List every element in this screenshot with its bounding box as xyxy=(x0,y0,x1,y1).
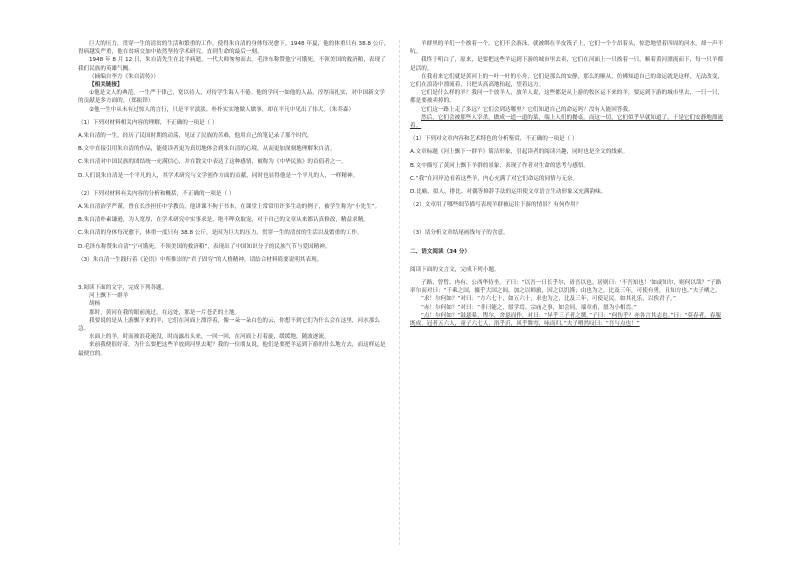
passage-question-1-option-b: B.文中描写了黄河上飘下羊群的景象，表现了作者对生命的思考与感悟。 xyxy=(410,162,590,169)
passage-underlined-ending: 然后，它们会被那些人宰杀，做成一道一道的菜，端上人们的餐桌。而这一切，它们似乎早就知道了，于是它们安静地漂流着。 xyxy=(410,114,724,130)
passage-paragraph-5: 羊群里的羊们一个挨着一个，它们不会游泳，就被绑在羊皮筏子上，它们一个个昂着头，惊恐地望着四周的河水，却一声不吭。 xyxy=(410,41,724,56)
question-2-option-b: B.朱自清朴素谦逊，为人宽厚，在学术研究中实事求是，绝不哗众取宠，对于自己的文章从来都认真修改，精益求精。 xyxy=(78,217,369,224)
question-1-stem: （1）下列对材料相关内容的理解，不正确的一项是（ ） xyxy=(78,119,218,126)
passage-paragraph-4: 来前我便很好奇，为什么要把这些羊放到河里去呢？我的一位朋友说，他们是要把羊运到下游的什么地方去，而这样运是最便宜的。 xyxy=(78,342,386,357)
passage-question-1-option-c: C.“我”在河岸边看着这些羊，内心充满了对它们命运的同情与无奈。 xyxy=(410,175,579,182)
section-2-title: 二、语文阅读（34 分） xyxy=(410,248,471,255)
question-2-option-d: D.毛泽东称赞朱自清“宁可饿死，不领美国的救济粮”，表现出了中国知识分子的民族气节与爱国精神。 xyxy=(78,243,331,250)
passage-paragraph-8: 它们是什么样的羊？我问一个放羊人，放羊人说，这些都是从上游的牧区运下来的羊，要运到下游的城市里去，一只一只，都是要被卖掉的。 xyxy=(410,90,724,105)
question-1-option-b: B.文中直接引用朱自清的作品，能使读者更为真切地体会到朱自清的心境，从而更加深刻地理解朱自清。 xyxy=(78,146,336,153)
question-3-stem: （3）朱自清一生践行着《论语》中所推崇的“君子固穷”的人格精神，请结合材料简要说明其表现。 xyxy=(78,256,323,263)
poem-title: 河上飘下一群羊 xyxy=(89,293,129,300)
passage-paragraph-7: 在我看来它们就是黄河上的一叶一叶的小舟，它们是那么的安静，那么的顺从，仿佛知道自己的命运就是这样，无法改变，它们在浪涛中漂流着，只把头高高地抬起，望着远方。 xyxy=(410,73,724,89)
passage-question-1-option-d: D.比喻、拟人、排比、对偶等修辞手法的运用使文章语言生动形象又充满韵味。 xyxy=(410,189,607,196)
bio-source: （摘编自李方《朱自清传》） xyxy=(89,73,159,80)
classical-text-3: “赤！尔何如？”对曰：“非曰能之，愿学焉。宗庙之事，如会同，端章甫，愿为小相焉。” xyxy=(421,304,637,311)
passage-question-1-text: （1）下列对文章内容和艺术特色的分析鉴赏，不正确的一项是（ ） xyxy=(410,136,578,143)
passage-paragraph-6: 我终于明白了，原来，是要把这些羊运到下游的城市里去卖，它们在河面上一只挨着一只，顺着黄河漂流而下，每一只羊都是活的。 xyxy=(410,57,724,72)
passage-question-1-stem xyxy=(410,135,725,143)
classical-text-4: “点！尔何如？”鼓瑟希，铿尔，舍瑟而作，对曰：“异乎三子者之撰。”子曰：“何伤乎？亦各言其志也。”曰：“莫春者，春服既成，冠者五六人，童子六七人，浴乎沂，风乎舞雩，咏而归。”夫子喟然叹曰：“吾与点也！” xyxy=(410,312,721,328)
passage-question-3-stem: （3）请分析文章结尾画线句子的含意。 xyxy=(410,230,509,237)
passage-paragraph-9: 它们这一路上走了多远？它们会到达哪里？它们知道自己的命运吗？没有人能回答我。 xyxy=(421,106,634,113)
right-column xyxy=(410,40,725,328)
passage-question-2-stem: （2）文章用了哪些细节描写表现羊群被运往下游的情景？有何作用？ xyxy=(410,202,582,209)
question-1-option-c: C.朱自清对中国民族的团结统一充满信心，并在散文中表达了这种感情，被称为《中华民族》的首倡者之一。 xyxy=(78,159,347,166)
question-2-stem: （2）下列对材料有关内容的分析和概括，不正确的一项是（ ） xyxy=(78,190,235,197)
passage-question-1-option-a: A.文章标题《河上飘下一群羊》简洁形象，引起读者的阅读兴趣，同时也是全文的线索。 xyxy=(410,149,629,156)
classical-text-2: “求！尔何如？”对曰：“方六七十，如五六十，求也为之，比及三年，可使足民。如其礼乐，以俟君子。” xyxy=(421,296,676,303)
classical-text-1: 子路、曾晳、冉有、公西华侍坐。子曰：“以吾一日长乎尔，毋吾以也。居则曰：‘不吾知也！’如或知尔，则何以哉？”子路率尔而对曰：“千乘之国，摄乎大国之间，加之以师旅，因之以饥馑；由也为之，比及三年，可使有勇，且知方也。”夫子哂之。 xyxy=(410,280,722,295)
related-link-1: ①他是文人的典范，一生严于律己，宽以待人，对待学生诲人不倦。他的学问一如他的人品，淳厚而扎实，对中国新文学的贡献是多方面的。（郑振铎） xyxy=(78,90,385,105)
section-3-title: 3.阅读下面的文字，完成下列各题。 xyxy=(78,285,168,292)
poem-author: 胡杨 xyxy=(89,301,101,308)
question-2-option-c: C.朱自清的身体每况愈下，体重一度只有 38.8 公斤，是因为巨大的压力，贯穿一生的清贫的生活以及繁重的工作。 xyxy=(78,230,363,237)
classical-reading-intro: 阅读下面的文言文，完成下列小题。 xyxy=(410,266,500,273)
column-divider xyxy=(399,40,400,545)
bio-paragraph-1: 巨大的压力，贯穿一生的清贫的生活和繁重的工作，使得朱自清的身体每况愈下。1948 年夏，他的体重只有 38.8 公斤，胃病越发严重，他在贫病交加中依然坚持学术研究，直到生命的最后一刻。 xyxy=(78,41,390,56)
question-1-option-d: D.人们说朱自清是一个平凡的人，其学术研究与文学创作方面的贡献，同时也显得他是一个平凡的人，一样精神。 xyxy=(78,172,359,179)
passage-paragraph-2: 我要说的是从上游飘下来的羊，它们在河面上漂浮着，像一朵一朵白色的云，你想不到它们为什么会在这里，河水那么急。 xyxy=(78,317,380,333)
related-link-2: ②他一生中从未有过惊人的言行，只是平平淡淡、朴朴实实地做人做事，却在平凡中见出了伟大。（朱乔森） xyxy=(89,106,355,113)
bio-paragraph-2: 1948 年 8 月 12 日，朱自清先生在北平病逝，一代大师匆匆而去。毛泽东称赞他宁可饿死，不领美国的救济粮，表现了我们民族的英雄气概。 xyxy=(78,57,386,72)
question-2-option-a: A.朱自清治学严谨，曾在长沙担任中学教员，他讲课不拘于书本，在课堂上常常用许多生动的例子，被学生称为“小先生”。 xyxy=(78,204,381,211)
passage-paragraph-3: 水面上的羊，时而被浪花淹没，时而露出头来，一回一回，在河面上打着旋，缓缓地，随波逐流。 xyxy=(89,334,330,341)
passage-paragraph-1: 那时，黄河在我的眼前流过，在远处，那是一片苍茫的土地。 xyxy=(89,309,241,316)
related-links-heading: 【相关链接】 xyxy=(89,82,123,89)
left-column xyxy=(78,40,390,358)
question-1-option-a: A.朱自清的一生，经历了民国时期的动荡，见证了民族的苦难，他用自己的笔记录了那个时代。 xyxy=(78,133,313,140)
